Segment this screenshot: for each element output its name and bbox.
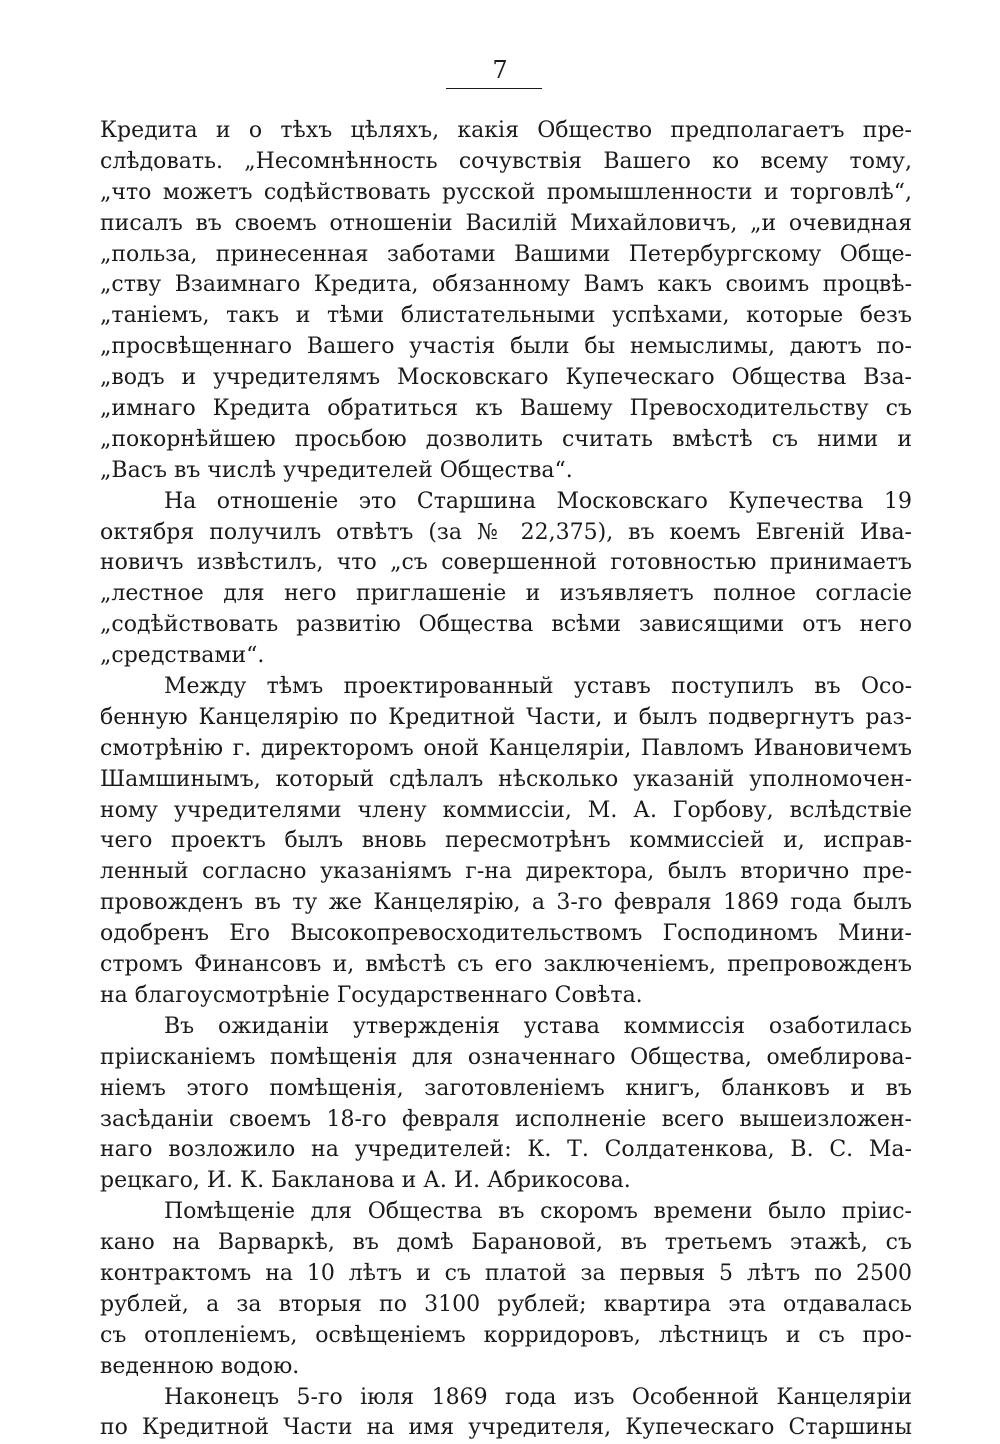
text-line: ніемъ этого помѣщенія, заготовленіемъ книгъ, бланковъ и въ (100, 1075, 912, 1101)
text-line: контрактомъ на 10 лѣтъ и съ платой за первыя 5 лѣтъ по 2500 (100, 1260, 912, 1286)
text-line: Помѣщеніе для Общества въ скоромъ времени было пріис- (164, 1199, 912, 1225)
text-line: „лестное для него приглашеніе и изъявляетъ полное согласіе (100, 581, 912, 607)
text-line: „покорнѣйшею просьбою дозволить считать вмѣстѣ съ ними и (100, 426, 912, 452)
text-line: „ству Взаимнаго Кредита, обязанному Вамъ какъ своимъ процвѣ- (100, 272, 912, 298)
text-line: засѣданіи своемъ 18-го февраля исполненіе всего вышеизложен- (100, 1106, 912, 1132)
text-line: „средствами“. (100, 643, 265, 669)
text-line: провожденъ въ ту же Канцелярію, а 3-го февраля 1869 года былъ (100, 890, 912, 916)
text-line: „имнаго Кредита обратиться къ Вашему Превосходительству съ (100, 396, 912, 422)
text-line: кано на Варваркѣ, въ домѣ Барановой, въ третьемъ этажѣ, съ (100, 1230, 912, 1256)
body-text (100, 116, 912, 1444)
text-line: рублей, а за вторыя по 3100 рублей; квартира эта отдавалась (100, 1291, 912, 1317)
text-line: рецкаго, И. К. Бакланова и А. И. Абрикосова. (100, 1168, 631, 1194)
text-line: „польза, принесенная заботами Вашими Петербургскому Обще- (100, 241, 912, 267)
text-line: „содѣйствовать развитію Общества всѣми зависящими отъ него (100, 612, 912, 638)
text-line: „просвѣщеннаго Вашего участія были бы немыслимы, даютъ по- (100, 334, 912, 360)
text-line: на благоусмотрѣніе Государственнаго Совѣта. (100, 982, 643, 1008)
text-line: писалъ въ своемъ отношеніи Василій Михайловичъ, „и очевидная (100, 210, 912, 236)
text-line: Въ ожиданіи утвержденія устава коммиссія озаботилась (164, 1013, 912, 1039)
text-line: пріисканіемъ помѣщенія для означеннаго Общества, омеблирова- (100, 1044, 912, 1070)
text-line: Шамшинымъ, который сдѣлалъ нѣсколько указаній уполномочен- (100, 766, 912, 792)
text-line: бенную Канцелярію по Кредитной Части, и былъ подвергнутъ раз- (100, 704, 912, 730)
text-line: новичъ извѣстилъ, что „съ совершенной готовностью принимаетъ (100, 550, 912, 576)
text-line: Между тѣмъ проектированный уставъ поступилъ въ Осо- (164, 674, 912, 700)
text-line: чего проектъ былъ вновь пересмотрѣнъ коммиссіей и, исправ- (100, 828, 912, 854)
text-line: ному учредителями члену коммиссіи, М. А. Горбову, вслѣдствіе (100, 797, 912, 823)
text-line: одобренъ Его Высокопревосходительствомъ Господиномъ Мини- (100, 921, 912, 947)
text-line: „что можетъ содѣйствовать русской промышленности и торговлѣ“, (100, 179, 912, 205)
text-line: стромъ Финансовъ и, вмѣстѣ съ его заключеніемъ, препровожденъ (100, 952, 912, 978)
text-line: наго возложило на учредителей: К. Т. Солдатенкова, В. С. Ма- (100, 1137, 912, 1163)
text-line: по Кредитной Части на имя учредителя, Купеческаго Старшины (100, 1415, 912, 1441)
page-number: 7 (492, 56, 508, 84)
text-line: ленный согласно указаніямъ г-на директора, былъ вторично пре- (100, 859, 912, 885)
text-line: веденною водою. (100, 1353, 300, 1379)
text-line: съ отопленіемъ, освѣщеніемъ корридоровъ, лѣстницъ и съ про- (100, 1322, 912, 1348)
text-line: „Васъ въ числѣ учредителей Общества“. (100, 457, 573, 483)
page-number-rule (446, 88, 542, 89)
text-line: Кредита и о тѣхъ цѣляхъ, какія Общество предполагаетъ пре- (100, 118, 912, 143)
text-line: „водъ и учредителямъ Московскаго Купеческаго Общества Вза- (100, 365, 912, 391)
text-line: На отношеніе это Старшина Московскаго Купечества 19 (164, 488, 912, 514)
text-line: слѣдовать. „Несомнѣнность сочувствія Вашего ко всему тому, (100, 148, 912, 174)
text-line: октября получилъ отвѣтъ (за № 22,375), въ коемъ Евгеній Ива- (100, 519, 912, 545)
text-line: Наконецъ 5-го іюля 1869 года изъ Особенной Канцеляріи (164, 1384, 912, 1410)
text-line: смотрѣнію г. директоромъ оной Канцеляріи, Павломъ Ивановичемъ (100, 735, 912, 761)
text-line: „таніемъ, такъ и тѣми блистательными успѣхами, которые безъ (100, 303, 912, 329)
